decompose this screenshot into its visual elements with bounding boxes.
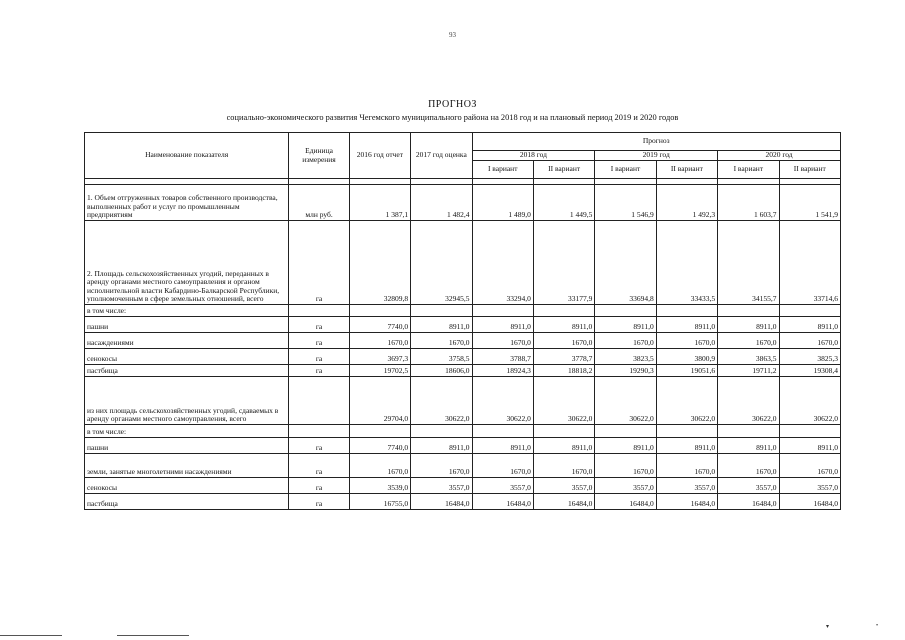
table-row bbox=[85, 438, 841, 454]
row-value bbox=[411, 305, 472, 317]
row-unit bbox=[289, 425, 349, 438]
row-value: 8911,0 bbox=[718, 438, 779, 454]
row-value: 1 449,5 bbox=[533, 185, 594, 221]
row-value: 16484,0 bbox=[533, 494, 594, 510]
row-value: 1 489,0 bbox=[472, 185, 533, 221]
row-value: 16755,0 bbox=[349, 494, 410, 510]
row-value: 33714,6 bbox=[779, 221, 840, 305]
row-value: 33177,9 bbox=[533, 221, 594, 305]
row-value: 8911,0 bbox=[472, 438, 533, 454]
row-name: сенокосы bbox=[85, 349, 289, 365]
header-2019-v2: II вариант bbox=[656, 161, 717, 179]
row-value: 1 603,7 bbox=[718, 185, 779, 221]
row-value: 8911,0 bbox=[656, 438, 717, 454]
row-value: 1670,0 bbox=[779, 333, 840, 349]
table-row bbox=[85, 478, 841, 494]
row-name: сенокосы bbox=[85, 478, 289, 494]
row-value bbox=[718, 425, 779, 438]
row-value: 3557,0 bbox=[595, 478, 656, 494]
row-value: 19051,6 bbox=[656, 365, 717, 377]
row-name: пастбища bbox=[85, 365, 289, 377]
row-value: 1670,0 bbox=[472, 333, 533, 349]
row-unit: га bbox=[289, 349, 349, 365]
row-name: земли, занятые многолетними насаждениями bbox=[85, 454, 289, 478]
table-row bbox=[85, 185, 841, 221]
row-value: 3863,5 bbox=[718, 349, 779, 365]
row-value: 32809,8 bbox=[349, 221, 410, 305]
row-value: 1 482,4 bbox=[411, 185, 472, 221]
scan-mark: • bbox=[876, 623, 879, 629]
row-value bbox=[533, 425, 594, 438]
table-row bbox=[85, 454, 841, 478]
row-value: 1 492,3 bbox=[656, 185, 717, 221]
row-unit: га bbox=[289, 494, 349, 510]
row-unit: га bbox=[289, 317, 349, 333]
row-value: 7740,0 bbox=[349, 317, 410, 333]
row-value: 8911,0 bbox=[533, 317, 594, 333]
row-value: 30622,0 bbox=[718, 377, 779, 425]
row-unit bbox=[289, 377, 349, 425]
table-body bbox=[85, 179, 841, 510]
row-value: 3557,0 bbox=[779, 478, 840, 494]
row-value: 1 541,9 bbox=[779, 185, 840, 221]
row-value: 1670,0 bbox=[472, 454, 533, 478]
header-2020-v2: II вариант bbox=[779, 161, 840, 179]
table-row bbox=[85, 349, 841, 365]
row-value: 8911,0 bbox=[718, 317, 779, 333]
header-2020-v1: I вариант bbox=[718, 161, 779, 179]
header-2019: 2019 год bbox=[595, 151, 718, 161]
scan-mark: ▾ bbox=[826, 624, 830, 630]
row-value bbox=[411, 425, 472, 438]
row-value: 1670,0 bbox=[718, 454, 779, 478]
row-value: 30622,0 bbox=[472, 377, 533, 425]
page-number: 93 bbox=[449, 31, 456, 39]
row-value: 30622,0 bbox=[595, 377, 656, 425]
row-value: 3557,0 bbox=[472, 478, 533, 494]
table-row bbox=[85, 221, 841, 305]
row-value: 16484,0 bbox=[718, 494, 779, 510]
row-unit: га bbox=[289, 438, 349, 454]
row-unit: га bbox=[289, 478, 349, 494]
row-value: 3557,0 bbox=[411, 478, 472, 494]
row-name: насаждениями bbox=[85, 333, 289, 349]
row-name: в том числе: bbox=[85, 425, 289, 438]
row-name: из них площадь сельскохозяйственных угодий, сдаваемых в аренду органами местного самоуправления, всего bbox=[85, 377, 289, 425]
row-value: 19308,4 bbox=[779, 365, 840, 377]
row-value bbox=[779, 305, 840, 317]
row-name: 2. Площадь сельскохозяйственных угодий, переданных в аренду органами местного самоуправления и органом исполнительной власти Кабардино-Балкарской Республики, уполномоченным в сфере земельных отношений, всего bbox=[85, 221, 289, 305]
row-value: 16484,0 bbox=[411, 494, 472, 510]
row-unit: га bbox=[289, 333, 349, 349]
row-value bbox=[656, 425, 717, 438]
row-value bbox=[533, 305, 594, 317]
row-value: 8911,0 bbox=[411, 317, 472, 333]
row-value bbox=[472, 305, 533, 317]
row-value bbox=[349, 425, 410, 438]
document-subtitle: социально-экономического развития Чегемского муниципального района на 2018 год и на плановый период 2019 и 2020 годов bbox=[226, 113, 679, 122]
row-value: 19290,3 bbox=[595, 365, 656, 377]
row-value: 33433,5 bbox=[656, 221, 717, 305]
header-2017: 2017 год оценка bbox=[411, 133, 472, 179]
row-value bbox=[595, 425, 656, 438]
row-value: 18924,3 bbox=[472, 365, 533, 377]
row-value: 29704,0 bbox=[349, 377, 410, 425]
header-unit: Единица измерения bbox=[289, 133, 349, 179]
table-header bbox=[85, 133, 841, 179]
row-value: 1670,0 bbox=[533, 454, 594, 478]
row-value: 1670,0 bbox=[533, 333, 594, 349]
row-value: 33294,0 bbox=[472, 221, 533, 305]
row-value: 19711,2 bbox=[718, 365, 779, 377]
row-value: 1670,0 bbox=[411, 333, 472, 349]
row-value: 3800,9 bbox=[656, 349, 717, 365]
row-value bbox=[779, 425, 840, 438]
row-value: 8911,0 bbox=[595, 438, 656, 454]
row-unit: га bbox=[289, 221, 349, 305]
row-unit: га bbox=[289, 454, 349, 478]
row-value: 30622,0 bbox=[779, 377, 840, 425]
row-unit: млн руб. bbox=[289, 185, 349, 221]
row-value: 3788,7 bbox=[472, 349, 533, 365]
footer-rule bbox=[117, 635, 189, 636]
row-name: пашни bbox=[85, 438, 289, 454]
header-forecast: Прогноз bbox=[472, 133, 841, 151]
footer-rule bbox=[0, 635, 62, 636]
row-value: 34155,7 bbox=[718, 221, 779, 305]
table-row bbox=[85, 317, 841, 333]
row-value: 1 387,1 bbox=[349, 185, 410, 221]
row-value: 3825,3 bbox=[779, 349, 840, 365]
row-value: 8911,0 bbox=[472, 317, 533, 333]
row-value: 3539,0 bbox=[349, 478, 410, 494]
row-value: 8911,0 bbox=[779, 438, 840, 454]
row-value: 1670,0 bbox=[411, 454, 472, 478]
header-2019-v1: I вариант bbox=[595, 161, 656, 179]
table-row bbox=[85, 305, 841, 317]
row-value bbox=[472, 425, 533, 438]
row-value: 1670,0 bbox=[656, 333, 717, 349]
row-value: 3778,7 bbox=[533, 349, 594, 365]
row-value: 1670,0 bbox=[595, 454, 656, 478]
row-value: 18818,2 bbox=[533, 365, 594, 377]
row-value: 16484,0 bbox=[595, 494, 656, 510]
row-value: 30622,0 bbox=[533, 377, 594, 425]
row-value: 3758,5 bbox=[411, 349, 472, 365]
row-value: 30622,0 bbox=[411, 377, 472, 425]
row-value bbox=[595, 305, 656, 317]
table-row bbox=[85, 377, 841, 425]
row-value: 30622,0 bbox=[656, 377, 717, 425]
row-value: 1670,0 bbox=[595, 333, 656, 349]
row-name: 1. Объем отгруженных товаров собственного производства, выполненных работ и услуг по промышленным предприятиям bbox=[85, 185, 289, 221]
row-value: 1 546,9 bbox=[595, 185, 656, 221]
row-value: 1670,0 bbox=[718, 333, 779, 349]
row-value: 1670,0 bbox=[349, 333, 410, 349]
row-value: 3823,5 bbox=[595, 349, 656, 365]
row-value bbox=[656, 305, 717, 317]
header-2018-v1: I вариант bbox=[472, 161, 533, 179]
row-value: 8911,0 bbox=[779, 317, 840, 333]
table-row bbox=[85, 494, 841, 510]
header-2020: 2020 год bbox=[718, 151, 841, 161]
header-name: Наименование показателя bbox=[85, 133, 289, 179]
row-value: 19702,5 bbox=[349, 365, 410, 377]
row-value: 16484,0 bbox=[656, 494, 717, 510]
row-value: 8911,0 bbox=[533, 438, 594, 454]
row-name: в том числе: bbox=[85, 305, 289, 317]
document-title: ПРОГНОЗ bbox=[428, 99, 477, 110]
table-row bbox=[85, 333, 841, 349]
row-name: пастбища bbox=[85, 494, 289, 510]
row-value: 33694,8 bbox=[595, 221, 656, 305]
row-value bbox=[349, 305, 410, 317]
row-name: пашни bbox=[85, 317, 289, 333]
row-value: 18606,0 bbox=[411, 365, 472, 377]
table-row bbox=[85, 425, 841, 438]
row-unit: га bbox=[289, 365, 349, 377]
row-value: 8911,0 bbox=[656, 317, 717, 333]
row-value: 3557,0 bbox=[656, 478, 717, 494]
row-value: 1670,0 bbox=[349, 454, 410, 478]
row-value: 8911,0 bbox=[595, 317, 656, 333]
table-row bbox=[85, 365, 841, 377]
row-value bbox=[718, 305, 779, 317]
row-value: 1670,0 bbox=[656, 454, 717, 478]
row-value: 3697,3 bbox=[349, 349, 410, 365]
row-value: 3557,0 bbox=[718, 478, 779, 494]
row-value: 16484,0 bbox=[779, 494, 840, 510]
row-unit bbox=[289, 305, 349, 317]
header-2018-v2: II вариант bbox=[533, 161, 594, 179]
row-value: 32945,5 bbox=[411, 221, 472, 305]
forecast-table bbox=[84, 132, 841, 510]
row-value: 3557,0 bbox=[533, 478, 594, 494]
row-value: 16484,0 bbox=[472, 494, 533, 510]
header-2016: 2016 год отчет bbox=[349, 133, 410, 179]
row-value: 7740,0 bbox=[349, 438, 410, 454]
row-value: 8911,0 bbox=[411, 438, 472, 454]
row-value: 1670,0 bbox=[779, 454, 840, 478]
header-2018: 2018 год bbox=[472, 151, 595, 161]
